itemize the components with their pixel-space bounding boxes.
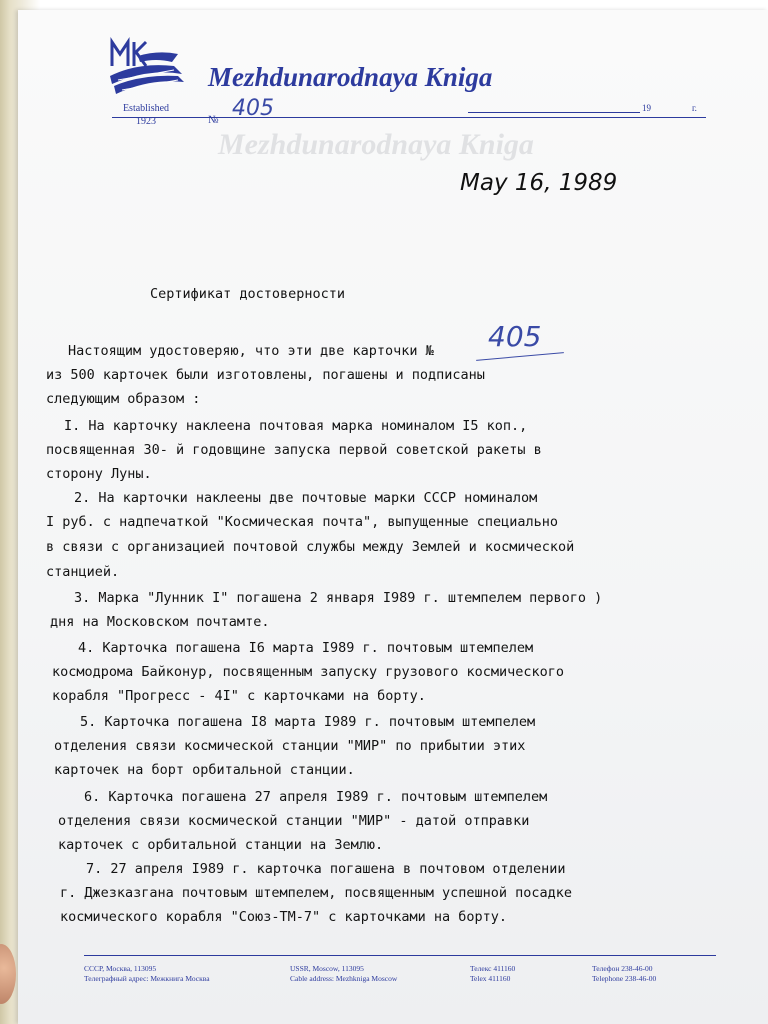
item-1-line: посвященная 30- й годовщине запуска первой советской ракеты в <box>46 442 542 458</box>
number-label: № <box>208 114 219 126</box>
footer-address-en <box>290 964 397 984</box>
item-6-line: отделения связи космической станции "МИР" - датой отправки <box>58 813 530 829</box>
item-7-line: космического корабля "Союз-ТМ-7" с карточками на борту. <box>60 909 508 925</box>
item-2-line: в связи с организацией почтовой службы между Землей и космической <box>46 539 575 555</box>
company-logo-icon <box>108 36 188 100</box>
item-5-line: карточек на борт орбитальной станции. <box>54 762 355 778</box>
footer-text: USSR, Moscow, 113095 <box>290 964 364 973</box>
footer-text: Telex 411160 <box>470 974 511 983</box>
footer-address-ru <box>84 964 210 984</box>
certificate-title: Сертификат достоверности <box>150 286 346 302</box>
item-1-line: I. На карточку наклеена почтовая марка номиналом I5 коп., <box>64 418 528 434</box>
footer-telex <box>470 964 515 984</box>
date-line <box>468 106 640 113</box>
intro-line: Настоящим удостоверяю, что эти две карточки № <box>68 343 434 359</box>
footer-text: Cable address: Mezhkniga Moscow <box>290 974 398 983</box>
year-prefix: 19 <box>642 103 651 113</box>
established-year: 1923 <box>136 116 156 127</box>
item-1-line: сторону Луны. <box>46 466 152 482</box>
item-3-line: 3. Марка "Лунник I" погашена 2 января I989 г. штемпелем первого ) <box>74 590 603 606</box>
intro-line: из 500 карточек были изготовлены, погашены и подписаны <box>46 367 485 383</box>
intro-line: следующим образом : <box>46 391 201 407</box>
handwritten-date: May 16, 1989 <box>460 170 618 196</box>
item-6-line: 6. Карточка погашена 27 апреля I989 г. почтовым штемпелем <box>84 789 548 805</box>
item-4-line: корабля "Прогресс - 4I" с карточками на борту. <box>52 688 426 704</box>
item-2-line: I руб. с надпечаткой "Космическая почта", выпущенные специально <box>46 514 559 530</box>
item-6-line: карточек с орбитальной станции на Землю. <box>58 837 384 853</box>
established-text: Established <box>122 103 170 114</box>
item-4-line: космодрома Байконур, посвященным запуску грузового космического <box>52 664 565 680</box>
item-5-line: 5. Карточка погашена I8 марта I989 г. почтовым штемпелем <box>80 714 536 730</box>
footer-telephone <box>592 964 656 984</box>
certificate-handwritten-number: 405 <box>488 320 542 353</box>
handwritten-number: 405 <box>232 96 274 121</box>
item-7-line: г. Джезказгана почтовым штемпелем, посвященным успешной посадке <box>60 885 573 901</box>
established-label <box>108 102 184 128</box>
footer-rule <box>84 955 716 956</box>
item-2-line: станцией. <box>46 564 120 580</box>
letterhead-rule <box>112 117 706 118</box>
item-7-line: 7. 27 апреля I989 г. карточка погашена в почтовом отделении <box>86 861 566 877</box>
footer-text: Telephone 238-46-00 <box>592 974 657 983</box>
item-5-line: отделения связи космической станции "МИР" по прибытии этих <box>54 738 526 754</box>
footer-text: Телекс 411160 <box>470 964 516 973</box>
item-4-line: 4. Карточка погашена I6 марта I989 г. почтовым штемпелем <box>78 640 534 656</box>
show-through-letterhead: Mezhdunarodnaya Kniga <box>218 128 534 161</box>
item-3-line: дня на Московском почтамте. <box>50 614 270 630</box>
company-name: Mezhdunarodnaya Kniga <box>208 62 493 92</box>
footer-text: Телефон 238-46-00 <box>592 964 653 973</box>
item-2-line: 2. На карточки наклеены две почтовые марки СССР номиналом <box>74 490 538 506</box>
footer-text: Телеграфный адрес: Межкнига Москва <box>84 974 210 983</box>
year-suffix: г. <box>692 103 697 113</box>
footer-text: СССР, Москва, 113095 <box>84 964 157 973</box>
